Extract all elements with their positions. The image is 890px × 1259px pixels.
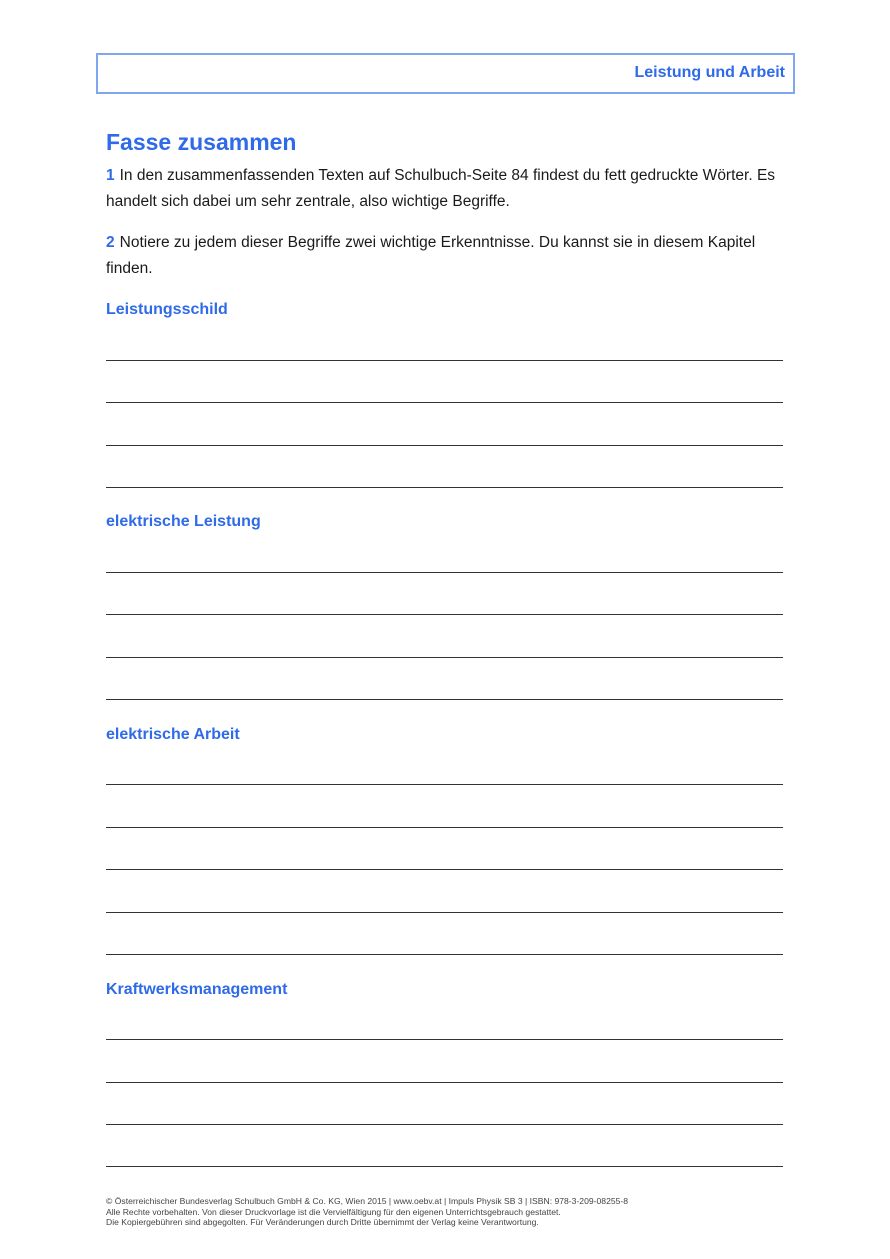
- page-title: Fasse zusammen: [106, 129, 297, 155]
- task-1: [106, 163, 786, 214]
- writing-line[interactable]: [106, 827, 783, 828]
- task-1-text: In den zusammenfassenden Texten auf Schulbuch-Seite 84 findest du fett gedruckte Wörter. Es handelt sich dabei um sehr zentrale, also wichtige Begriffe.: [106, 167, 776, 210]
- writing-line[interactable]: [106, 869, 783, 870]
- writing-line[interactable]: [106, 1124, 783, 1125]
- writing-line[interactable]: [106, 402, 783, 403]
- task-2: [106, 230, 786, 281]
- writing-line[interactable]: [106, 784, 783, 785]
- writing-line[interactable]: [106, 1082, 783, 1083]
- writing-line[interactable]: [106, 487, 783, 488]
- writing-line[interactable]: [106, 657, 783, 658]
- footer-disclaimer: Die Kopiergebühren sind abgegolten. Für Veränderungen durch Dritte übernimmt der Verlag keine Verantwortung.: [106, 1217, 539, 1227]
- footer-copyright: © Österreichischer Bundesverlag Schulbuch GmbH & Co. KG, Wien 2015 | www.oebv.at | Impuls Physik SB 3 | ISBN: 978-3-209-08255-8: [106, 1196, 629, 1206]
- section-heading-elektrische-leistung: elektrische Leistung: [106, 513, 261, 530]
- footer: [106, 1196, 806, 1228]
- header-box: [96, 53, 795, 94]
- writing-line[interactable]: [106, 699, 783, 700]
- writing-line[interactable]: [106, 1166, 783, 1167]
- writing-line[interactable]: [106, 954, 783, 955]
- section-heading-leistungsschild: Leistungsschild: [106, 301, 228, 318]
- writing-line[interactable]: [106, 912, 783, 913]
- writing-line[interactable]: [106, 1039, 783, 1040]
- writing-line[interactable]: [106, 614, 783, 615]
- task-1-number: 1: [106, 167, 115, 184]
- footer-rights: Alle Rechte vorbehalten. Von dieser Druckvorlage ist die Vervielfältigung für den eigenen Unterrichtsgebrauch gestattet.: [106, 1206, 561, 1217]
- section-heading-elektrische-arbeit: elektrische Arbeit: [106, 726, 240, 743]
- section-heading-kraftwerksmanagement: Kraftwerksmanagement: [106, 981, 288, 998]
- header-title: Leistung und Arbeit: [634, 64, 785, 81]
- writing-line[interactable]: [106, 360, 783, 361]
- task-2-text: Notiere zu jedem dieser Begriffe zwei wichtige Erkenntnisse. Du kannst sie in diesem Kapitel finden.: [106, 234, 756, 277]
- writing-line[interactable]: [106, 445, 783, 446]
- task-2-number: 2: [106, 234, 115, 251]
- writing-line[interactable]: [106, 572, 783, 573]
